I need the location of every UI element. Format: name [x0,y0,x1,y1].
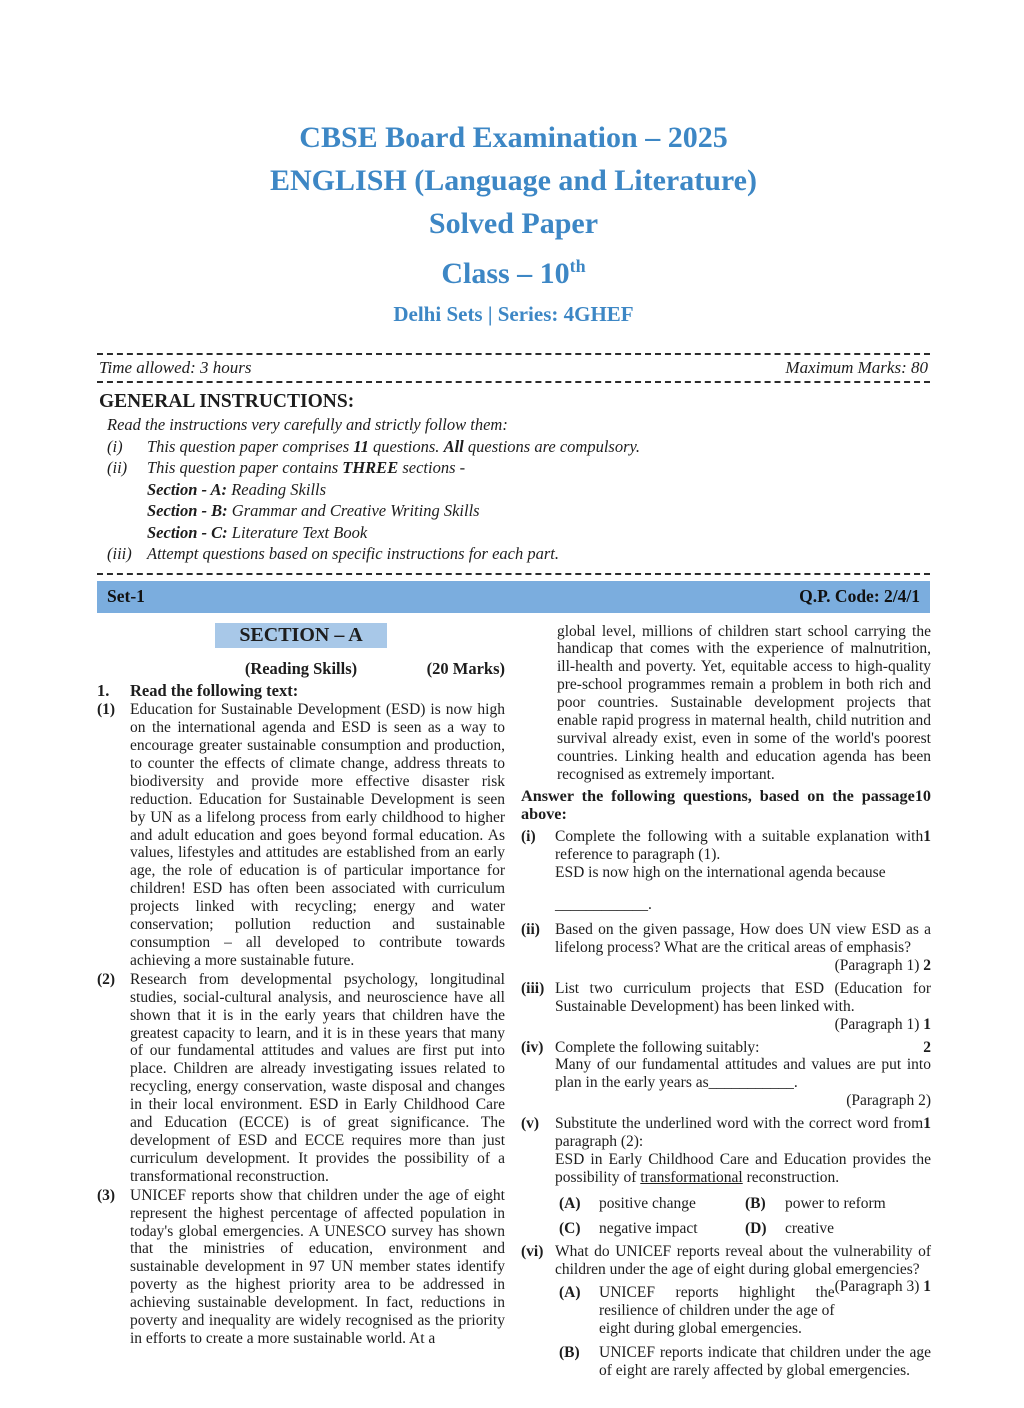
option-text: negative impact [599,1219,698,1237]
section-a-subtitle-row [97,660,505,678]
question-text [555,1115,931,1151]
underlined-word: transformational [640,1168,743,1186]
option-text: power to reform [785,1194,886,1212]
paragraph-text: Education for Sustainable Development (ESD) is now high on the international agenda and ESD is seen as a way to encourage greater sustainable consumption and production, to counter the effects of climate change, address threats to biodiversity and provide more effective disaster risk reduction. Education for Sustainable Development is seen by UN as a lifelong process from early childhood to higher and adult education and goes beyond formal education. As values, lifestyles and attitudes are established from an early age, the role of education is of particular importance for children! ESD has often been associated with curriculum projects linked with recycling; energy and water conservation; pollution reduction and sustainable consumption – all developed to contribute towards achieving a more sustainable future. [130,701,505,969]
exam-title: CBSE Board Examination – 2025 [299,121,728,154]
option-label: (B) [559,1344,580,1362]
question-text [555,921,931,974]
instruction-text-part: This question paper contains [147,458,343,477]
question-body [555,1115,931,1237]
question-body [555,828,931,916]
question-body [555,1039,931,1111]
option-text: UNICEF reports indicate that children under the age of eight are rarely affected by global emergencies. [599,1344,931,1380]
instruction-text: Attempt questions based on specific instructions for each part. [147,544,560,563]
question-text-part: Complete the following with a suitable explanation with reference to paragraph (1). [555,828,924,864]
sub-text-part: reconstruction. [742,1168,840,1186]
question-marks: 1 [923,1015,931,1033]
question-1-heading [97,682,505,700]
instruction-label: (i) [107,436,123,456]
instruction-item [107,436,928,458]
section-list-item [147,500,928,522]
reading-skills-label: (Reading Skills) [244,659,358,679]
total-marks: 10 [914,786,931,805]
passage-paragraph [97,701,505,970]
option-c [559,1220,745,1238]
section-list-item [147,522,928,544]
paragraph-label: (3) [97,1186,116,1204]
paragraph-text: UNICEF reports show that children under the age of eight represent the highest percentage of affected population in today's global emergencies. A UNESCO survey has shown that the ministries of education, environment and sustainable development in 97 UN member states identify poverty as the highest priority area to be addressed in achieving sustainable development. In fact, reductions in poverty and inequality are widely recognised as the priority in efforts to create a more sustainable world. At a [130,1186,505,1347]
question-marks: 2 [923,956,931,974]
paragraph-label: (1) [97,701,116,719]
option-b [745,1195,931,1213]
question-marks: 1 [923,1278,931,1296]
instruction-bold-part: All [443,436,464,456]
passage-continuation: global level, millions of children start school carrying the handicap that comes with the experience of malnutrition, ill-health and poverty. Yet, equitable access to high-quality pre-school programmes remain a problem in both rich and poor countries. Sustainable development projects that enable rapid progress in maternal health, child nutrition and survival already exist, even in some of the world's poorest countries. Linking health and education agenda has been recognised as extremely important. [557,622,931,783]
answer-questions-heading [521,788,931,824]
question-label: (iii) [521,979,545,997]
qp-code: Q.P. Code: 2/4/1 [799,586,920,606]
option-text: positive change [599,1194,696,1212]
option-label: (A) [559,1284,581,1302]
instruction-text-part: This question paper comprises [147,436,354,456]
section-list-item [147,479,928,501]
class-superscript: th [569,256,586,276]
instruction-item [107,543,928,565]
option-b [555,1344,931,1380]
question-text-part: List two curriculum projects that ESD (Education for Sustainable Development) has been linked with. [555,979,931,1015]
question-sub-text: ESD is now high on the international agenda because [555,864,886,882]
paragraph-text: Research from developmental psychology, longitudinal studies, social-cultural analysis, and neuroscience have all shown that it is in the early years that children have the greatest capacity to learn, and it is in these years that many of our fundamental attitudes and values are first put into place. Children are already investigating issues related to recycling, energy conservation, waste disposal and changes in their local environment. ESD in Early Childhood Care and Education (ECCE) is of great significance. The development of ESD and ECCE requires more than just curriculum development. It provides the possibility of a transformational reconstruction. [130,970,505,1185]
question-item-iv [521,1039,931,1111]
question-item-v [521,1115,931,1237]
instruction-bold-part: THREE [342,458,399,477]
question-sub-text: Many of our fundamental attitudes and values are put into plan in the early years as___________. [555,1056,931,1092]
meta-row [97,355,930,381]
question-body [555,921,931,975]
section-name: Grammar and Creative Writing Skills [227,501,480,520]
question-label: (iv) [521,1038,544,1056]
section-label: Section - B: [147,501,228,520]
time-allowed: Time allowed: 3 hours [99,358,252,377]
paragraph-reference [835,1278,931,1296]
paper-type: Solved Paper [428,207,599,240]
sub-text-part: ESD in Early Childhood Care and Education provides the possibility of [555,1150,931,1186]
instruction-text-part: questions are compulsory. [463,436,641,456]
option-label: (D) [745,1219,767,1237]
question-label: (v) [521,1115,540,1133]
mcq-options [555,1195,931,1238]
question-item-ii [521,921,931,975]
instruction-item [107,457,928,479]
question-item-vi [521,1243,931,1380]
instructions-intro: Read the instructions very carefully and strictly follow them: [107,415,508,434]
instruction-text-part: questions. [368,436,444,456]
question-number: 1. [97,681,110,701]
set-number: Set-1 [107,586,145,606]
question-label: (ii) [521,921,540,939]
option-label: (B) [745,1194,766,1212]
question-body [555,1243,931,1380]
section-marks: (20 Marks) [426,659,505,679]
question-item-iii [521,980,931,1034]
option-a [559,1195,745,1213]
right-column [521,623,931,1380]
instruction-text-part: sections - [398,458,466,477]
instructions-heading: GENERAL INSTRUCTIONS: [99,391,355,412]
paragraph-reference-text: (Paragraph 1) [834,1015,924,1033]
paragraph-reference [835,1016,931,1034]
dashed-rule [97,573,930,575]
section-label: Section - C: [147,522,228,542]
series-line: Delhi Sets | Series: 4GHEF [393,302,634,326]
passage-paragraph [97,971,505,1186]
option-label: (A) [559,1194,581,1212]
question-text [555,1039,931,1057]
section-name: Literature Text Book [227,522,368,542]
passage-paragraph [97,1187,505,1348]
subject-title: ENGLISH (Language and Literature) [270,164,757,197]
question-text-part: What do UNICEF reports reveal about the vulnerability of children under the age of eight during global emergencies? [555,1242,931,1278]
option-text: creative [785,1219,835,1237]
paragraph-reference [835,957,931,975]
class-text: Class – 10 [441,257,570,290]
question-marks: 1 [923,828,931,846]
instruction-label: (iii) [107,544,132,563]
general-instructions [97,383,930,573]
doc-header [97,116,930,331]
question-sub-text [555,1151,931,1187]
question-label: (vi) [521,1242,544,1260]
instruction-label: (ii) [107,458,128,477]
set-code-bar [97,581,930,613]
question-text [555,979,931,1033]
left-column [97,623,505,1380]
paragraph-label: (2) [97,970,116,988]
instruction-text [147,457,465,479]
option-text: UNICEF reports highlight the resilience of children under the age of eight during global emergencies. [599,1284,835,1338]
paragraph-reference-text: (Paragraph 3) [834,1278,924,1296]
answer-blank: ____________. [555,896,652,914]
maximum-marks: Maximum Marks: 80 [785,358,928,377]
answer-heading-text: Answer the following questions, based on the passage above: [521,786,915,823]
question-item-i [521,828,931,916]
question-body [555,980,931,1034]
question-text-part: Complete the following suitably: [555,1038,760,1056]
section-name: Reading Skills [227,479,327,499]
question-text-part: Based on the given passage, How does UN view ESD as a lifelong process? What are the critical areas of emphasis? [555,921,931,956]
question-marks: 2 [923,1038,931,1056]
question-text-part: Substitute the underlined word with the correct word from paragraph (2): [555,1115,924,1151]
question-text [555,828,931,864]
section-label: Section - A: [147,479,228,499]
instruction-text [147,436,640,458]
question-heading-text: Read the following text: [130,681,299,701]
paragraph-reference-text: (Paragraph 1) [834,956,924,974]
option-label: (C) [559,1219,581,1237]
instruction-bold-part: 11 [353,436,369,456]
question-text [555,1242,931,1296]
option-a [555,1284,835,1338]
content-columns [97,623,930,1380]
question-label: (i) [521,828,536,846]
option-d [745,1220,931,1238]
class-line [97,245,930,295]
section-a-title: SECTION – A [215,623,387,649]
paragraph-reference: (Paragraph 2) [846,1092,931,1110]
question-marks: 1 [923,1115,931,1133]
